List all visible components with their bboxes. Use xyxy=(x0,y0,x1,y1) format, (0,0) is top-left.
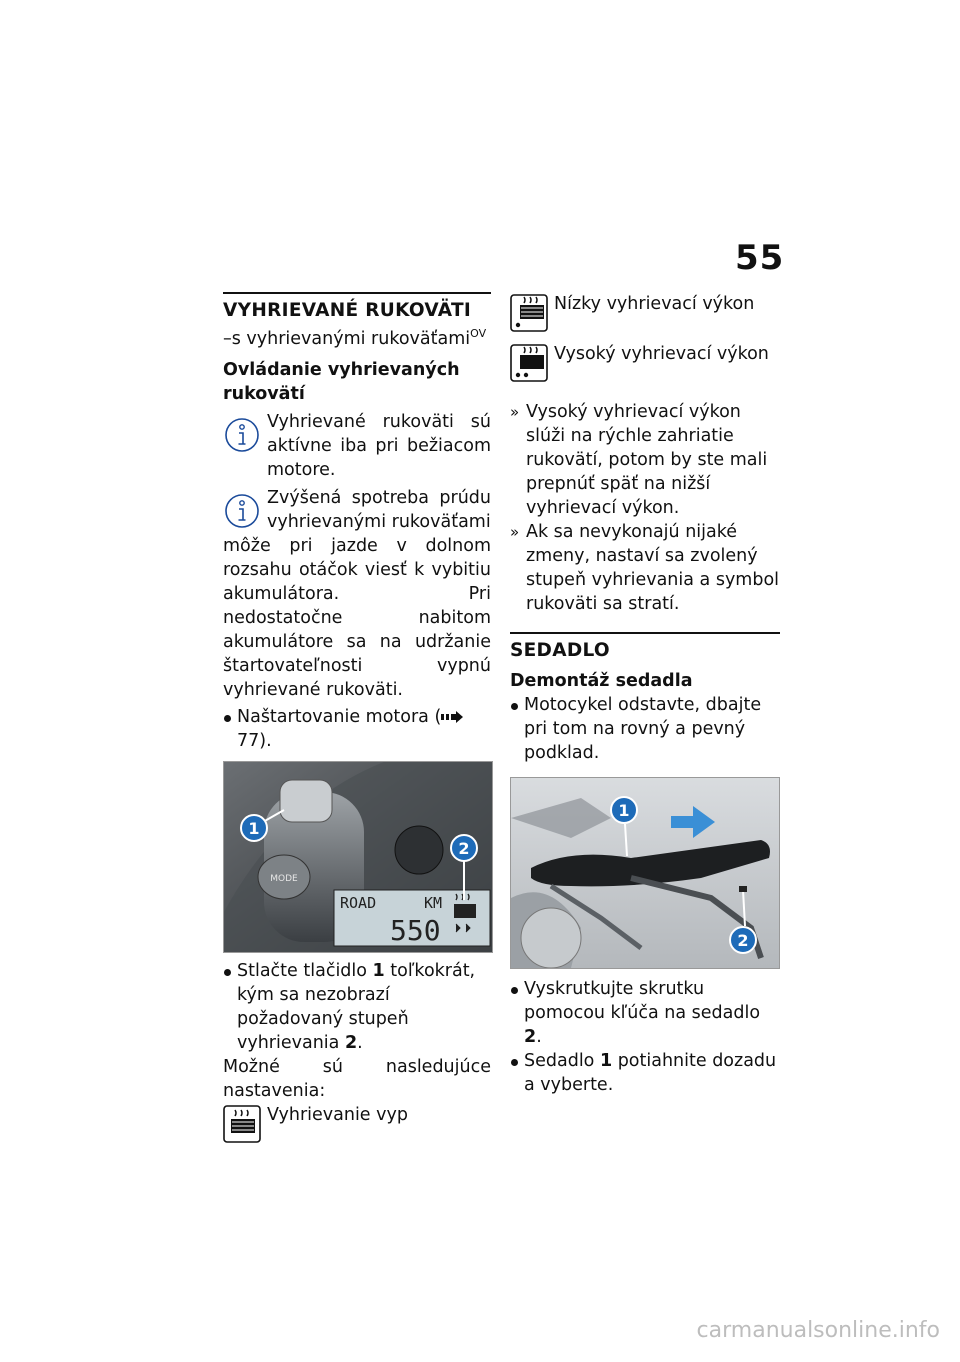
heat-button xyxy=(280,780,332,822)
section-title-heated-grips: VYHRIEVANÉ RUKOVÄTI xyxy=(223,300,472,321)
press-text-b: toľkokrát, kým sa nezobrazí požadovaný stupeň vyhrievania xyxy=(237,961,476,1053)
press-text-end: . xyxy=(357,1033,363,1053)
figure-heated-grips xyxy=(223,761,493,953)
option-high xyxy=(510,342,780,386)
watermark: carmanualsonline.info xyxy=(696,1318,940,1343)
unscrew-ref: 2 xyxy=(524,1027,537,1047)
heated-grip-off-icon xyxy=(223,1105,261,1143)
info-note-2 xyxy=(223,486,491,534)
note2-first-text: Zvýšená spotreba prúdu vyhrievanými rukoväťami xyxy=(267,488,491,532)
section-rule xyxy=(223,292,491,294)
callout-2-label: 2 xyxy=(737,931,749,950)
info-note-1 xyxy=(223,410,491,482)
subtitle-operation: Ovládanie vyhrievaných rukovätí xyxy=(223,360,460,404)
section-rule xyxy=(510,632,780,634)
arrow-reference-icon xyxy=(441,711,463,723)
heated-grip-high-icon xyxy=(510,344,548,382)
bullet-start-text: Naštartovanie motora ( xyxy=(237,707,442,727)
option-high-label: Vysoký vyhrievací výkon xyxy=(554,344,769,364)
press-ref-2: 2 xyxy=(344,1033,358,1053)
callout-1-label: 1 xyxy=(618,801,630,820)
option-off-label: Vyhrievanie vyp xyxy=(267,1105,408,1125)
feature-text: –s vyhrievanými rukoväťami xyxy=(223,329,471,349)
note2-continuation: môže pri jazde v dolnom rozsahu otáčok viesť k vybitiu akumulátora. Pri nedostatočne nabitom akumulátore sa na udržanie štartovateľnosti vypnú vyhrievané rukoväti. xyxy=(223,536,491,700)
display-road: ROAD xyxy=(340,894,377,912)
info-icon xyxy=(223,416,261,454)
result-1 xyxy=(510,400,780,520)
note1-text: Vyhrievané rukoväti sú aktívne iba pri bežiacom motore. xyxy=(267,412,491,480)
info-icon xyxy=(223,492,261,530)
heated-grip-low-icon xyxy=(510,294,548,332)
bullet-park: Motocykel odstavte, dbajte pri tom na rovný a pevný podklad. xyxy=(510,693,780,765)
pull-text-a: Sedadlo xyxy=(524,1051,600,1071)
figure-seat xyxy=(510,777,780,969)
result-1-text: Vysoký vyhrievací výkon slúži na rýchle zahriatie rukovätí, potom by ste mali prepnúť späť na nižší vyhrievací výkon. xyxy=(526,402,768,518)
option-low xyxy=(510,292,780,336)
bullet-start-ref: 77). xyxy=(237,731,272,751)
press-ref-1: 1 xyxy=(372,961,385,981)
result-2 xyxy=(510,520,780,616)
result-mark: » xyxy=(510,523,520,541)
feature-line xyxy=(223,327,491,351)
figure-seat-illustration xyxy=(511,778,779,968)
result-mark: » xyxy=(510,403,520,421)
press-text-a: Stlačte tlačidlo xyxy=(237,961,373,981)
ignition-knob xyxy=(395,826,443,874)
display-value: 550 xyxy=(390,914,441,947)
figure-handlebar-illustration xyxy=(224,762,492,952)
feature-superscript: OV xyxy=(470,327,487,341)
display-km: KM xyxy=(424,894,443,912)
option-low-label: Nízky vyhrievací výkon xyxy=(554,294,755,314)
mode-label: MODE xyxy=(270,874,298,884)
bullet-press-button xyxy=(223,959,491,1055)
pull-text-b: potiahnite dozadu a vyberte. xyxy=(524,1051,777,1095)
right-column xyxy=(510,292,780,1097)
callout-2-label: 2 xyxy=(458,839,470,858)
unscrew-end: . xyxy=(536,1027,542,1047)
bullet-unscrew xyxy=(510,977,780,1049)
bullet-start-engine xyxy=(223,705,491,753)
option-off xyxy=(223,1103,491,1147)
result-2-text: Ak sa nevykonajú nijaké zmeny, nastaví sa zvolený stupeň vyhrievania a symbol rukoväti sa stratí. xyxy=(526,522,780,614)
bullet-pull-seat xyxy=(510,1049,780,1097)
section-title-seat: SEDADLO xyxy=(510,640,610,661)
page-number: 55 xyxy=(735,238,785,278)
left-column xyxy=(223,292,491,1147)
unscrew-text: Vyskrutkujte skrutku pomocou kľúča na sedadlo xyxy=(524,979,761,1023)
pull-ref: 1 xyxy=(599,1051,613,1071)
callout-1-label: 1 xyxy=(248,819,260,838)
subtitle-seat-removal: Demontáž sedadla xyxy=(510,671,693,691)
options-intro: Možné sú nasledujúce nastavenia: xyxy=(223,1057,491,1101)
